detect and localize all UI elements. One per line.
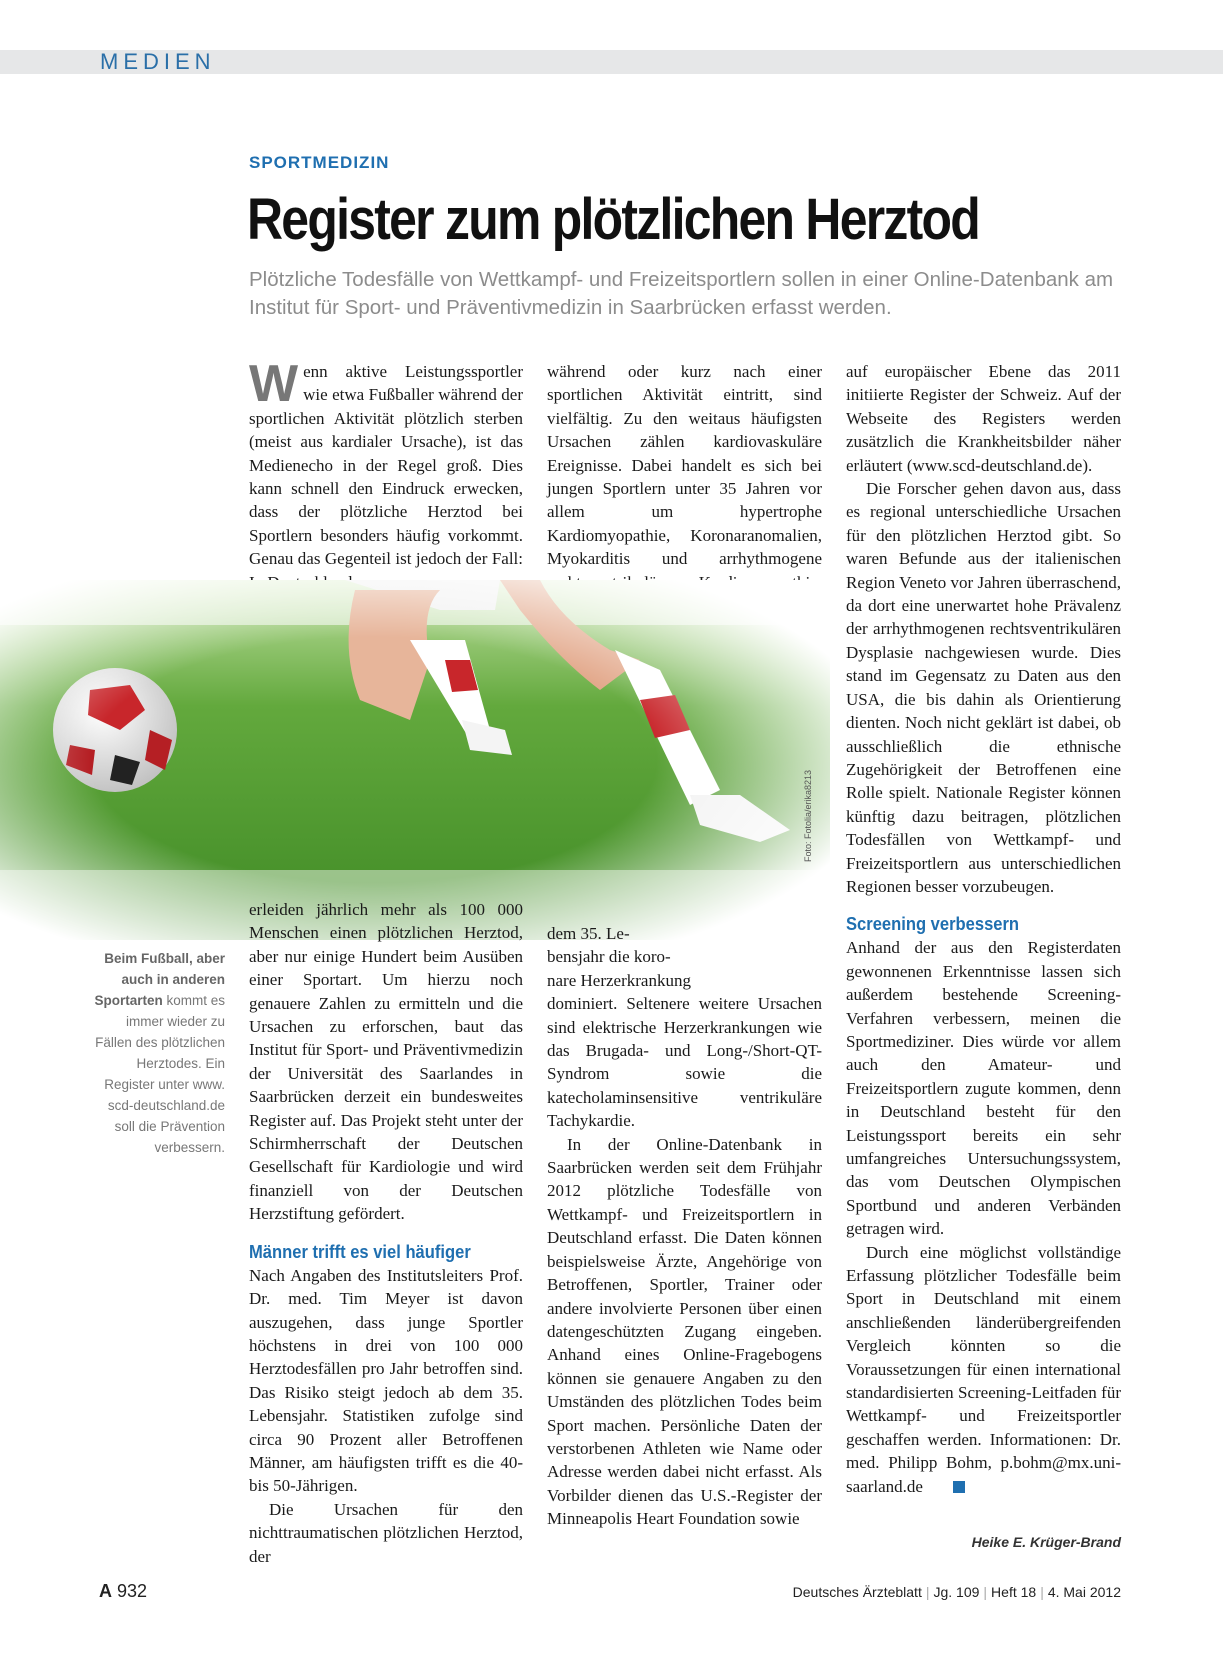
col3-p2: Die Forscher gehen davon aus, dass es regional unterschiedliche Ursachen für den plötzlichen Herztod gibt. So waren Befunde aus der italienischen Region Veneto vor Jahren überraschend, da dort eine unerwartet hohe Prävalenz der arrhythmogenen rechtsventrikulären Dysplasie nachgewiesen wurde. Dies stand im Gegensatz zu Daten aus den USA, die bis dahin als Orientierung dienten. Noch nicht geklärt ist dabei, ob ausschließlich die ethnische Zugehörigkeit der Betroffenen eine Rolle spielt. Nationale Register können künftig dazu beitragen, plötzlichen Todesfällen von Wettkampf- und Freizeitsportlern aus unterschiedlichen Regionen besser vorzubeugen. xyxy=(846,479,1121,896)
column-1-top xyxy=(249,355,523,594)
column-2-bottom xyxy=(547,922,822,1531)
caption-bold: Beim Fußball, aber auch in anderen Sportarten xyxy=(94,951,225,1008)
column-1-bottom xyxy=(249,898,523,1568)
col3-p3: Anhand der aus den Registerdaten gewonnenen Erkenntnisse lassen sich außerdem bestehende Screening-Verfahren verbessern, meinen die Sportmediziner. Dies würde vor allem auch den Amateur- und Freizeitsportlern zugute kommen, denn in Deutschland besteht für den Leistungssport bereits ein sehr umfangreiches Untersuchungssystem, das vom Deutschen Olympischen Sportbund und anderen Verbänden getragen wird. xyxy=(846,938,1121,1239)
article-kicker: SPORTMEDIZIN xyxy=(249,153,390,172)
journal-footer: Deutsches Ärzteblatt | Jg. 109 | Heft 18 | 4. Mai 2012 xyxy=(792,1584,1121,1600)
col1-bottom-p3: Die Ursachen für den nichttraumatischen plötzlichen Herztod, der xyxy=(249,1499,523,1566)
col3-p4-wrap xyxy=(846,1241,1121,1498)
col2-bottom-p2: In der Online-Datenbank in Saarbrücken werden seit dem Frühjahr 2012 plötzliche Todesfälle von Wettkampf- und Freizeitsportlern in Deutschland erfasst. Die Daten können beispielsweise Ärzte, Angehörige von Betroffenen, Sportler, Trainer oder andere involvierte Personen über einen datengeschützten Zugang eingeben. Anhand eines Online-Fragebogens können sie genauere Angaben zu den Umständen des plötzlichen Todes beim Sport machen. Persönliche Daten der verstorbenen Athleten wie Name oder Adresse werden dabei nicht erfasst. Als Vorbilder dienen das U.S.-Register der Minneapolis Heart Foundation sowie xyxy=(547,1134,822,1529)
subhead-maenner: Männer trifft es viel häufiger xyxy=(249,1241,471,1262)
author-byline: Heike E. Krüger-Brand xyxy=(971,1534,1121,1550)
column-3 xyxy=(846,360,1121,1498)
col1-bottom-p1: erleiden jährlich mehr als 100 000 Menschen einen plötzlichen Herztod, aber nur einige Hundert beim Ausüben einer Sportart. Um hierzu noch genauere Zahlen zu ermitteln und die Ursachen zu erforschen, baut das Institut für Sport- und Präventivmedizin der Universität des Saarlandes in Saarbrücken derzeit ein bundesweites Register auf. Das Projekt steht unter der Schirmherrschaft der Deutschen Gesellschaft für Kardiologie und wird finanziell von der Deutschen Herzstiftung gefördert. xyxy=(249,900,523,1224)
column-2-top xyxy=(547,360,822,617)
col1-bottom-p2: Nach Angaben des Institutsleiters Prof. Dr. med. Tim Meyer ist davon auszugehen, dass junge Sportler höchstens in drei von 100 000 Herztodesfällen pro Jahr betroffen sind. Das Risiko steigt jedoch ab dem 35. Lebensjahr. Statistiken zufolge sind circa 90 Prozent aller Betroffenen Männer, am häufigsten trifft es die 40- bis 50-Jährigen. xyxy=(249,1265,523,1496)
col2-bottom-l2: bensjahr die koro- xyxy=(547,947,671,967)
page-prefix: A xyxy=(99,1581,112,1601)
square-end-mark-icon xyxy=(953,1481,965,1493)
journal-name: Deutsches Ärzteblatt xyxy=(792,1584,922,1600)
page-number-value: 932 xyxy=(117,1581,148,1601)
journal-volume: Jg. 109 xyxy=(933,1584,980,1600)
soccer-photo xyxy=(0,580,830,940)
article-headline: Register zum plötzlichen Herztod xyxy=(247,187,980,252)
photo-credit: Foto: Fotolia/erika8213 xyxy=(803,769,813,862)
drop-cap: W xyxy=(249,355,299,413)
soccer-player-image xyxy=(0,580,830,940)
subhead-screening: Screening verbessern xyxy=(846,914,1020,935)
photo-caption xyxy=(90,948,225,1158)
section-label: MEDIEN xyxy=(100,49,216,74)
col1-top-text: enn aktive Leistungssportler wie etwa Fußballer während der sportlichen Aktivität plötzlich sterben (meist aus kardialer Ursache), ist das Medienecho in der Regel groß. Dies kann schnell den Eindruck erwecken, dass der plötzliche Herztod bei Sportlern besonders häufig vorkommt. Genau das Gegenteil ist jedoch der Fall: xyxy=(249,362,523,569)
journal-issue: Heft 18 xyxy=(991,1584,1037,1600)
col3-p4: Durch eine möglichst vollständige Erfassung plötzlicher Todesfälle beim Sport in Deutschland mit einem anschließenden länderübergreifenden Vergleich könnten so die Voraussetzungen für einen international standardisierten Screening-Leitfaden für Wettkampf- und Freizeitsportler geschaffen werden. Informationen: Dr. med. Philipp Bohm, p.bohm@mx.uni-saarland.de xyxy=(846,1242,1121,1496)
page-number xyxy=(99,1581,147,1602)
col2-bottom-l1: dem 35. Le- xyxy=(547,924,630,943)
article-lead: Plötzliche Todesfälle von Wettkampf- und Freizeitsportlern sollen in einer Online-Datenbank am Institut für Sport- und Präventivmedizin in Saarbrücken erfasst werden. xyxy=(249,268,1114,319)
col3-p1: auf europäischer Ebene das 2011 initiierte Register der Schweiz. Auf der Webseite des Registers werden zusätzlich die Krankheitsbilder näher erläutert (www.scd-deutschland.de). xyxy=(846,362,1121,475)
col2-bottom-l3: nare Herzerkrankung xyxy=(547,970,691,990)
col2-top-text: während oder kurz nach einer sportlichen Aktivität eintritt, sind vielfältig. Zu den weitaus häufigsten Ursachen zählen kardiovaskuläre Ereignisse. Dabei handelt es sich bei jungen Sportlern unter 35 Jahren vor allem um hypertrophe Kardiomyopathie, Koronaranomalien, Myokarditis und arrhythmogene xyxy=(547,362,822,569)
col2-bottom-p1: dominiert. Seltenere weitere Ursachen sind elektrische Herzerkrankungen wie das Brugada- und Long-/Short-QT-Syndrom sowie die katecholaminsensitive ventrikuläre Tachykardie. xyxy=(547,994,822,1131)
caption-text: kommt es immer wieder zu Fällen des plötzlichen Herztodes. Ein Register unter www. scd-deutschland.de soll die Prävention verbessern. xyxy=(95,993,225,1155)
journal-date: 4. Mai 2012 xyxy=(1047,1584,1121,1600)
